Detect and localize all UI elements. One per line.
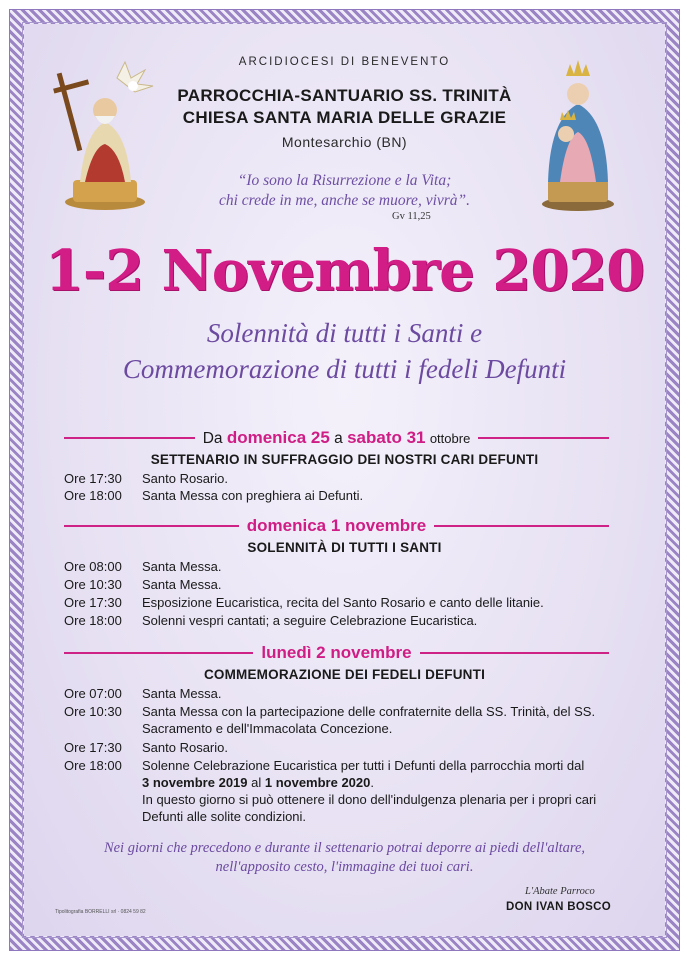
divider (64, 437, 195, 439)
schedule-time: Ore 08:00 (64, 559, 122, 574)
schedule-time: Ore 18:00 (64, 758, 122, 773)
section-santi-heading (64, 516, 609, 536)
heading-day: domenica 1 novembre (246, 516, 427, 535)
schedule-row (64, 487, 624, 504)
schedule-row (64, 757, 624, 825)
schedule-time: Ore 07:00 (64, 686, 122, 701)
divider (420, 652, 609, 654)
schedule-desc: Santa Messa con preghiera ai Defunti. (142, 488, 364, 503)
event-date-title: 1-2 Novembre 2020 (44, 238, 645, 304)
schedule-row (64, 594, 624, 611)
desc-line: Sacramento e dell'Immacolata Concezione. (142, 721, 393, 736)
schedule-desc: Esposizione Eucaristica, recita del Santo Rosario e canto delle litanie. (142, 595, 544, 610)
schedule-desc: Santa Messa. (142, 577, 222, 592)
schedule-desc (142, 757, 624, 825)
schedule-time: Ore 18:00 (64, 613, 122, 628)
parish-name: PARROCCHIA-SANTUARIO SS. TRINITÀ (177, 86, 512, 105)
footnote-line-1: Nei giorni che precedono e durante il settenario potrai deporre ai piedi dell'altare, (103, 840, 586, 856)
signature-name: DON IVAN BOSCO (506, 901, 611, 913)
schedule-desc: Santa Messa. (142, 686, 222, 701)
town-name: Montesarchio (BN) (281, 134, 408, 150)
footnote-line-2: nell'apposito cesto, l'immagine dei tuoi cari. (215, 859, 474, 875)
schedule-time: Ore 17:30 (64, 595, 122, 610)
desc-line: Santa Messa con la partecipazione delle confraternite della SS. Trinità, del SS. (142, 704, 596, 719)
date-to: 1 novembre 2020 (264, 775, 371, 790)
quote-line-2: chi crede in me, anche se muore, vivrà”. (218, 192, 471, 209)
desc-text: . (370, 775, 374, 790)
heading-day-end: sabato 31 (347, 428, 426, 447)
desc-line: Solenne Celebrazione Eucaristica per tutti i Defunti della parrocchia morti dal (142, 758, 585, 773)
schedule-time: Ore 10:30 (64, 577, 122, 592)
heading-text: Da (202, 430, 223, 447)
signature-role: L'Abate Parroco (525, 886, 595, 897)
heading-text: a (334, 430, 343, 447)
schedule-desc (142, 703, 624, 737)
desc-line: Defunti alle solite condizioni. (142, 809, 307, 824)
schedule-desc: Santo Rosario. (142, 471, 228, 486)
schedule-row (64, 612, 624, 629)
section-defunti-heading (64, 643, 609, 663)
schedule-desc: Santa Messa. (142, 559, 222, 574)
diocese-name: ARCIDIOCESI DI BENEVENTO (238, 56, 451, 68)
schedule-row (64, 558, 624, 575)
desc-line: In questo giorno si può ottenere il dono dell'indulgenza plenaria per i propri cari (142, 792, 597, 807)
schedule-time: Ore 17:30 (64, 740, 122, 755)
date-from: 3 novembre 2019 (142, 775, 248, 790)
schedule-time: Ore 18:00 (64, 488, 122, 503)
heading-month: ottobre (429, 431, 471, 446)
printer-credit: Tipolitografia BORRELLI srl · 0824 59 82 (55, 909, 146, 915)
schedule-time: Ore 17:30 (64, 471, 122, 486)
quote-reference: Gv 11,25 (392, 211, 431, 222)
section-title: SOLENNITÀ DI TUTTI I SANTI (247, 540, 442, 555)
church-name: CHIESA SANTA MARIA DELLE GRAZIE (182, 108, 507, 127)
divider (64, 525, 239, 527)
divider (478, 437, 609, 439)
schedule-row (64, 739, 624, 756)
schedule-row (64, 685, 624, 702)
heading-day: lunedì 2 novembre (261, 643, 412, 662)
schedule-row (64, 576, 624, 593)
desc-text: al (247, 775, 265, 790)
schedule-row (64, 470, 624, 487)
section-title: SETTENARIO IN SUFFRAGGIO DEI NOSTRI CARI DEFUNTI (150, 452, 539, 467)
section-title: COMMEMORAZIONE DEI FEDELI DEFUNTI (203, 667, 486, 682)
schedule-desc: Solenni vespri cantati; a seguire Celebrazione Eucaristica. (142, 613, 478, 628)
divider (434, 525, 609, 527)
divider (64, 652, 253, 654)
schedule-time: Ore 10:30 (64, 704, 122, 719)
section-settenario-heading (64, 428, 609, 448)
quote-line-1: “Io sono la Risurrezione e la Vita; (237, 172, 452, 189)
subtitle-line-2: Commemorazione di tutti i fedeli Defunti (122, 354, 567, 384)
heading-day-start: domenica 25 (226, 428, 330, 447)
subtitle-line-1: Solennità di tutti i Santi e (206, 318, 483, 348)
schedule-desc: Santo Rosario. (142, 740, 228, 755)
schedule-row (64, 703, 624, 737)
